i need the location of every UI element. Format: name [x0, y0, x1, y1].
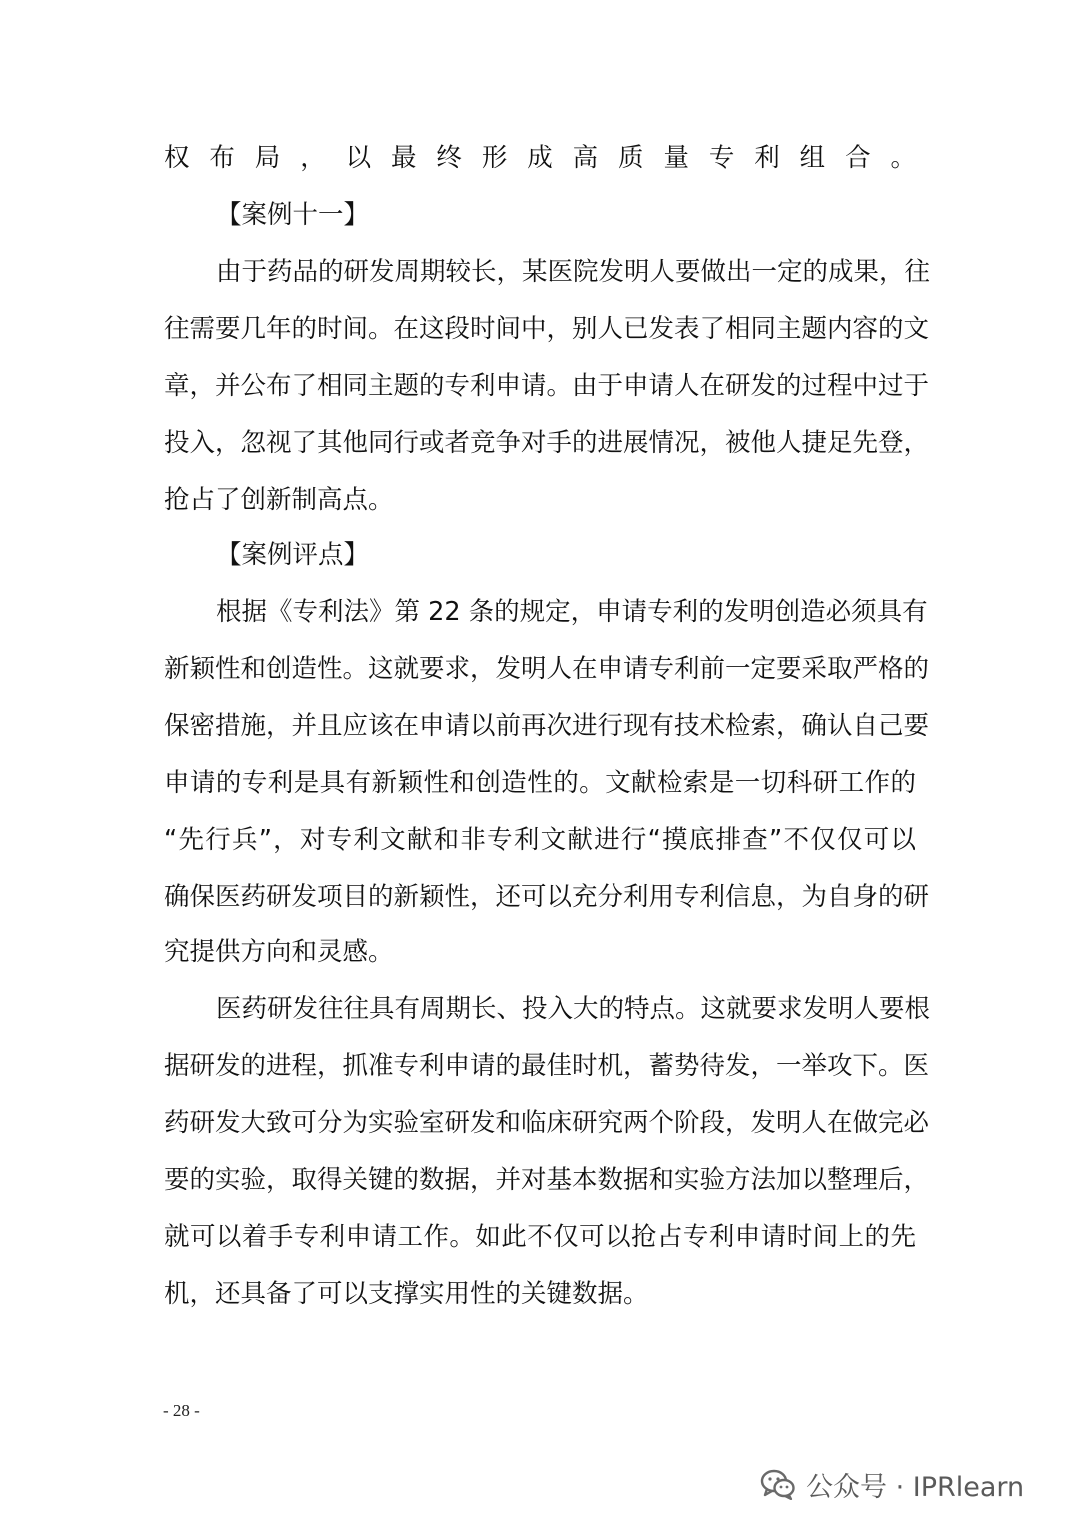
text-line: 往需要几年的时间。在这段时间中，别人已发表了相同主题内容的文 [164, 314, 930, 344]
text-line: 药研发大致可分为实验室研发和临床研究两个阶段，发明人在做完必 [164, 1108, 930, 1138]
watermark-text: 公众号 · IPRlearn [806, 1471, 1025, 1503]
text-line: 根据《专利法》第 22 条的规定，申请专利的发明创造必须具有 [216, 597, 928, 627]
text-line: 就可以着手专利申请工作。如此不仅可以抢占专利申请时间上的先 [164, 1222, 916, 1252]
text-line: 医药研发往往具有周期长、投入大的特点。这就要求发明人要根 [216, 994, 931, 1024]
text-line: 章，并公布了相同主题的专利申请。由于申请人在研发的过程中过于 [164, 371, 930, 401]
watermark [760, 1462, 1024, 1506]
wechat-icon [760, 1468, 796, 1500]
text-line: 机，还具备了可以支撑实用性的关键数据。 [164, 1279, 649, 1309]
section-heading-case-eleven: 【案例十一】 [216, 200, 370, 230]
section-heading-case-review: 【案例评点】 [216, 540, 370, 570]
text-line: 抢占了创新制高点。 [164, 485, 394, 515]
text-line: 权布局，以最终形成高质量专利组合。 [164, 143, 916, 173]
text-line: 申请的专利是具有新颖性和创造性的。文献检索是一切科研工作的 [164, 768, 916, 798]
text-line: 保密措施，并且应该在申请以前再次进行现有技术检索，确认自己要 [164, 711, 930, 741]
text-line: 投入，忽视了其他同行或者竞争对手的进展情况，被他人捷足先登， [164, 428, 930, 458]
page-number: - 28 - [163, 1401, 200, 1420]
text-line: 由于药品的研发周期较长，某医院发明人要做出一定的成果，往 [216, 257, 931, 287]
text-line: 据研发的进程，抓准专利申请的最佳时机，蓄势待发，一举攻下。医 [164, 1051, 930, 1081]
text-line: 要的实验，取得关键的数据，并对基本数据和实验方法加以整理后， [164, 1165, 930, 1195]
text-line: 确保医药研发项目的新颖性，还可以充分利用专利信息，为自身的研 [164, 882, 930, 912]
text-line: 新颖性和创造性。这就要求，发明人在申请专利前一定要采取严格的 [164, 654, 930, 684]
text-line: “先行兵”，对专利文献和非专利文献进行“摸底排查”不仅仅可以 [164, 825, 916, 855]
text-line: 究提供方向和灵感。 [164, 937, 394, 967]
